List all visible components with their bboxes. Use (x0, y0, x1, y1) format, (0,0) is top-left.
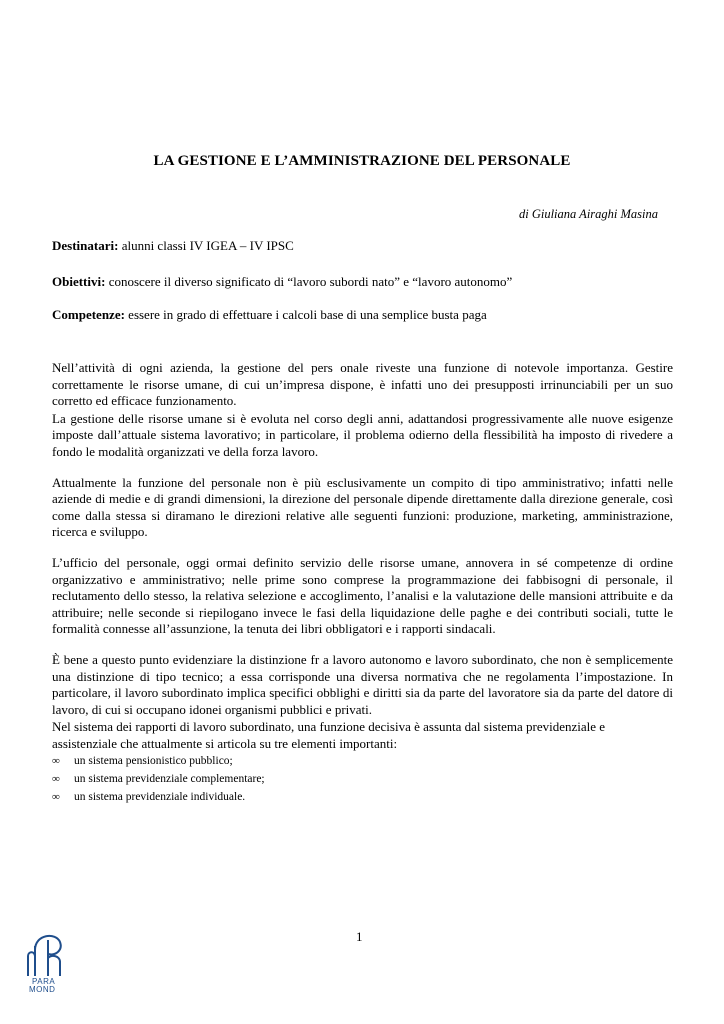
paragraph: Attualmente la funzione del personale non è più esclusivamente un compito di tipo amministrativo; infatti nelle aziende di medie e di grandi dimensioni, la direzione del personale dipende direttamente dalla direzione generale, così come dalla stessa si diramano le direzioni relative alle seguenti funzioni: produzione, marketing, amministrazione, ricerca e sviluppo. (52, 474, 673, 540)
list-item-text: un sistema previdenziale complementare; (74, 773, 265, 786)
meta-destinatari (52, 238, 672, 254)
bullet-list (52, 752, 673, 806)
document-body (52, 360, 673, 806)
paragraph: L’ufficio del personale, oggi ormai definito servizio delle risorse umane, annovera in sé competenze di ordine organizzativo e amministrativo; nelle prime sono comprese la programmazione dei fabbisogni di personale, il reclutamento dello stesso, la relativa selezione e accoglimento, l’analisi e la valutazione delle mansioni attribuite e da attribuire; nelle seconde si riepilogano invece le fasi della liquidazione delle paghe e dei contributi sociali, tutte le formalità connesse all’assunzione, la tenuta dei libri obbligatori e i rapporti sindacali. (52, 554, 673, 637)
svg-text:PARA: PARA (32, 977, 56, 986)
paragraph: Nel sistema dei rapporti di lavoro subordinato, una funzione decisiva è assunta dal sistema previdenziale e assistenziale che attualmente si articola su tre elementi importanti: (52, 719, 606, 751)
infinity-bullet-icon: ∞ (52, 791, 60, 804)
paragraph: È bene a questo punto evidenziare la distinzione fr a lavoro autonomo e lavoro subordinato, che non è semplicemente una distinzione di tipo tecnico; a essa corrisponde una diversa normativa che ne regolamenta l’impostazione. In particolare, il lavoro subordinato implica specifici obblighi e diritti sia da parte del lavoratore sia da parte del datore di lavoro, di cui si occupano idonei organismi pubblici e privati. (52, 651, 673, 717)
list-item-text: un sistema previdenziale individuale. (74, 791, 246, 804)
meta-obiettivi (52, 274, 672, 290)
infinity-bullet-icon: ∞ (52, 773, 60, 786)
meta-label: Destinatari: (52, 238, 119, 253)
list-item (52, 770, 673, 788)
list-item-text: un sistema pensionistico pubblico; (74, 755, 233, 768)
meta-text: essere in grado di effettuare i calcoli base di una semplice busta paga (124, 307, 487, 322)
page-number: 1 (356, 929, 363, 944)
author-line: di Giuliana Airaghi Masina (518, 207, 658, 221)
meta-label: Competenze: (52, 307, 125, 322)
meta-text: alunni classi IV IGEA – IV IPSC (118, 238, 294, 253)
paramond-logo-icon (26, 928, 70, 994)
meta-text: conoscere il diverso significato di “lavoro subordi nato” e “lavoro autonomo” (105, 274, 513, 289)
paragraph: La gestione delle risorse umane si è evoluta nel corso degli anni, adattandosi progressivamente alle nuove esigenze imposte dall’attuale sistema lavorativo; in particolare, il problema odierno della flessibilità ha imposto di rivedere a fondo le modalità organizzati ve della forza lavoro. (52, 410, 673, 459)
meta-competenze (52, 307, 672, 323)
infinity-bullet-icon: ∞ (52, 755, 60, 768)
paragraph: Nell’attività di ogni azienda, la gestione del pers onale riveste una funzione di notevole importanza. Gestire correttamente le risorse umane, di cui un’impresa dispone, è infatti uno dei presupposti irrinunciabili per un suo corretto ed efficace funzionamento. (52, 360, 673, 409)
svg-text:MOND: MOND (29, 985, 56, 994)
document-title: LA GESTIONE E L’AMMINISTRAZIONE DEL PERSONALE (153, 153, 571, 169)
meta-label: Obiettivi: (52, 274, 106, 289)
list-item (52, 752, 673, 770)
list-item (52, 788, 673, 806)
